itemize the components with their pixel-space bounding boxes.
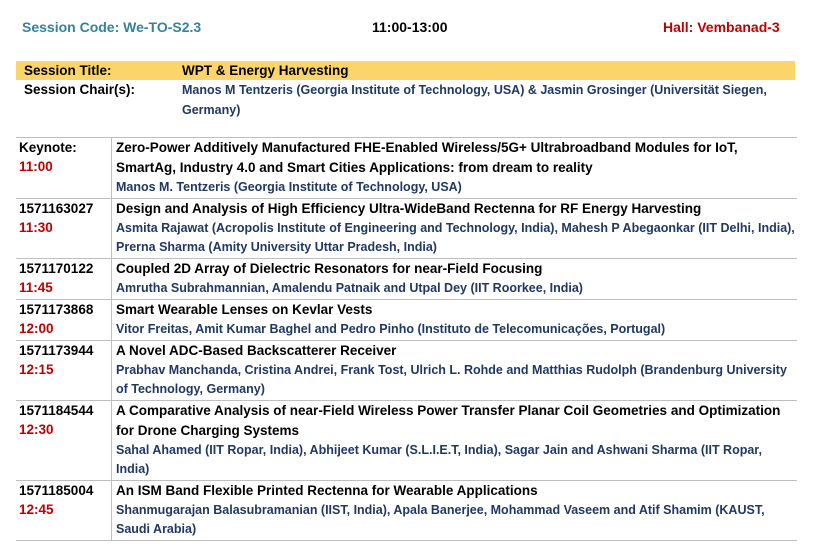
paper-row xyxy=(16,401,797,481)
paper-title: A Novel ADC-Based Backscatterer Receiver xyxy=(116,343,397,358)
session-time: 11:00-13:00 xyxy=(372,19,448,35)
paper-info-cell xyxy=(112,199,798,259)
paper-info-cell xyxy=(112,138,798,199)
paper-id: 1571184544 xyxy=(19,403,94,418)
paper-authors: Prabhav Manchanda, Cristina Andrei, Frank Tost, Ulrich L. Rohde and Matthias Rudolph (Brandenburg University of Technology, Germany) xyxy=(116,363,787,396)
paper-authors: Asmita Rajawat (Acropolis Institute of Engineering and Technology, India), Mahesh P Abegaonkar (IIT Delhi, India), Prerna Sharma (Amity University Uttar Pradesh, India) xyxy=(116,221,795,254)
paper-id: 1571185004 xyxy=(19,483,94,498)
paper-id: 1571173868 xyxy=(19,302,94,317)
paper-title: Smart Wearable Lenses on Kevlar Vests xyxy=(116,302,373,317)
session-chair-row xyxy=(16,80,795,118)
paper-authors: Amrutha Subrahmannian, Amalendu Patnaik and Utpal Dey (IIT Roorkee, India) xyxy=(116,281,583,295)
paper-info-cell xyxy=(112,481,798,541)
paper-id-cell xyxy=(16,401,112,481)
paper-row xyxy=(16,199,797,259)
paper-row xyxy=(16,341,797,401)
paper-time: 12:30 xyxy=(19,422,54,437)
paper-time: 11:30 xyxy=(19,220,53,235)
paper-authors: Sahal Ahamed (IIT Ropar, India), Abhijeet Kumar (S.L.I.E.T, India), Sagar Jain and Ashwani Sharma (IIT Ropar, India) xyxy=(116,443,762,476)
paper-time: 12:45 xyxy=(19,502,54,517)
paper-id-cell xyxy=(16,341,112,401)
session-hall: Hall: Vembanad-3 xyxy=(663,19,780,35)
paper-info-cell xyxy=(112,300,798,341)
schedule-table xyxy=(16,137,797,541)
paper-info-cell xyxy=(112,401,798,481)
paper-time: 11:00 xyxy=(19,159,53,174)
paper-authors: Manos M. Tentzeris (Georgia Institute of Technology, USA) xyxy=(116,180,462,194)
paper-id: Keynote: xyxy=(19,140,77,155)
paper-info-cell xyxy=(112,259,798,300)
paper-time: 11:45 xyxy=(19,280,53,295)
paper-authors: Shanmugarajan Balasubramanian (IIST, India), Apala Banerjee, Mohammad Vaseem and Atif Shamim (KAUST, Saudi Arabia) xyxy=(116,503,765,536)
paper-row xyxy=(16,481,797,541)
paper-row xyxy=(16,138,797,199)
session-code: Session Code: We-TO-S2.3 xyxy=(22,19,202,35)
paper-id-cell xyxy=(16,138,112,199)
paper-title: Coupled 2D Array of Dielectric Resonators for near-Field Focusing xyxy=(116,261,543,276)
paper-id-cell xyxy=(16,300,112,341)
paper-info-cell xyxy=(112,341,798,401)
session-title-row xyxy=(16,61,795,80)
paper-id: 1571163027 xyxy=(19,201,94,216)
paper-title: An ISM Band Flexible Printed Rectenna for Wearable Applications xyxy=(116,483,538,498)
paper-id-cell xyxy=(16,199,112,259)
paper-row xyxy=(16,259,797,300)
paper-row xyxy=(16,300,797,341)
paper-title: Design and Analysis of High Efficiency Ultra-WideBand Rectenna for RF Energy Harvesting xyxy=(116,201,702,216)
paper-time: 12:15 xyxy=(19,362,54,377)
paper-id: 1571173944 xyxy=(19,343,94,358)
paper-id-cell xyxy=(16,259,112,300)
paper-title: Zero-Power Additively Manufactured FHE-Enabled Wireless/5G+ Ultrabroadband Modules for IoT, SmartAg, Industry 4.0 and Smart Cities Applications: from dream to reality xyxy=(116,140,738,175)
paper-id: 1571170122 xyxy=(19,261,94,276)
session-title: WPT & Energy Harvesting xyxy=(182,63,349,78)
session-title-label: Session Title: xyxy=(24,63,112,78)
session-chair-label: Session Chair(s): xyxy=(24,82,136,97)
session-chairs: Manos M Tentzeris (Georgia Institute of Technology, USA) & Jasmin Grosinger (Universität Siegen, Germany) xyxy=(182,83,767,117)
paper-authors: Vitor Freitas, Amit Kumar Baghel and Pedro Pinho (Instituto de Telecomunicações, Portugal) xyxy=(116,322,666,336)
paper-title: A Comparative Analysis of near-Field Wireless Power Transfer Planar Coil Geometries and Optimization for Drone Charging Systems xyxy=(116,403,781,438)
paper-id-cell xyxy=(16,481,112,541)
paper-time: 12:00 xyxy=(19,321,54,336)
